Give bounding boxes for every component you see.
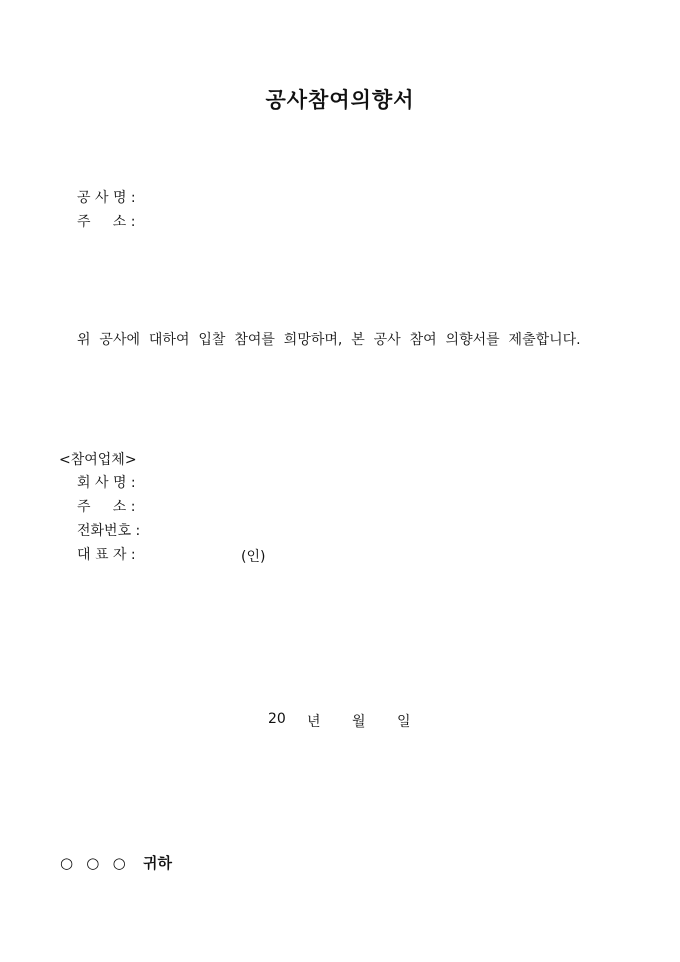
date-year-prefix: 20: [268, 711, 286, 727]
company-phone-label: 전화번호 :: [77, 523, 141, 539]
seal-mark: (인): [241, 549, 266, 565]
project-name-label: 공 사 명 :: [77, 190, 136, 206]
date-month-unit: 월: [352, 714, 366, 730]
date-year-unit: 년: [307, 714, 321, 730]
company-phone-row: [77, 522, 269, 540]
project-name-row: [77, 189, 269, 207]
company-section-label: <참여업체>: [59, 452, 137, 468]
project-address-row: [77, 213, 269, 231]
statement-text: 위 공사에 대하여 입찰 참여를 희망하며, 본 공사 참여 의향서를 제출합니다.: [77, 332, 581, 348]
project-address-label: 주 소 :: [77, 214, 136, 230]
company-address-label: 주 소 :: [77, 499, 136, 515]
company-rep-label: 대 표 자 :: [77, 547, 136, 563]
document-title: 공사참여의향서: [265, 87, 415, 112]
date-day-unit: 일: [397, 714, 411, 730]
company-name-label: 회 사 명 :: [77, 475, 136, 491]
recipient-honorific: 귀하: [142, 854, 172, 872]
recipient-line: [60, 852, 172, 873]
recipient-placeholder: ○ ○ ○: [60, 854, 130, 872]
company-name-row: [77, 474, 269, 492]
company-address-row: [77, 498, 269, 516]
